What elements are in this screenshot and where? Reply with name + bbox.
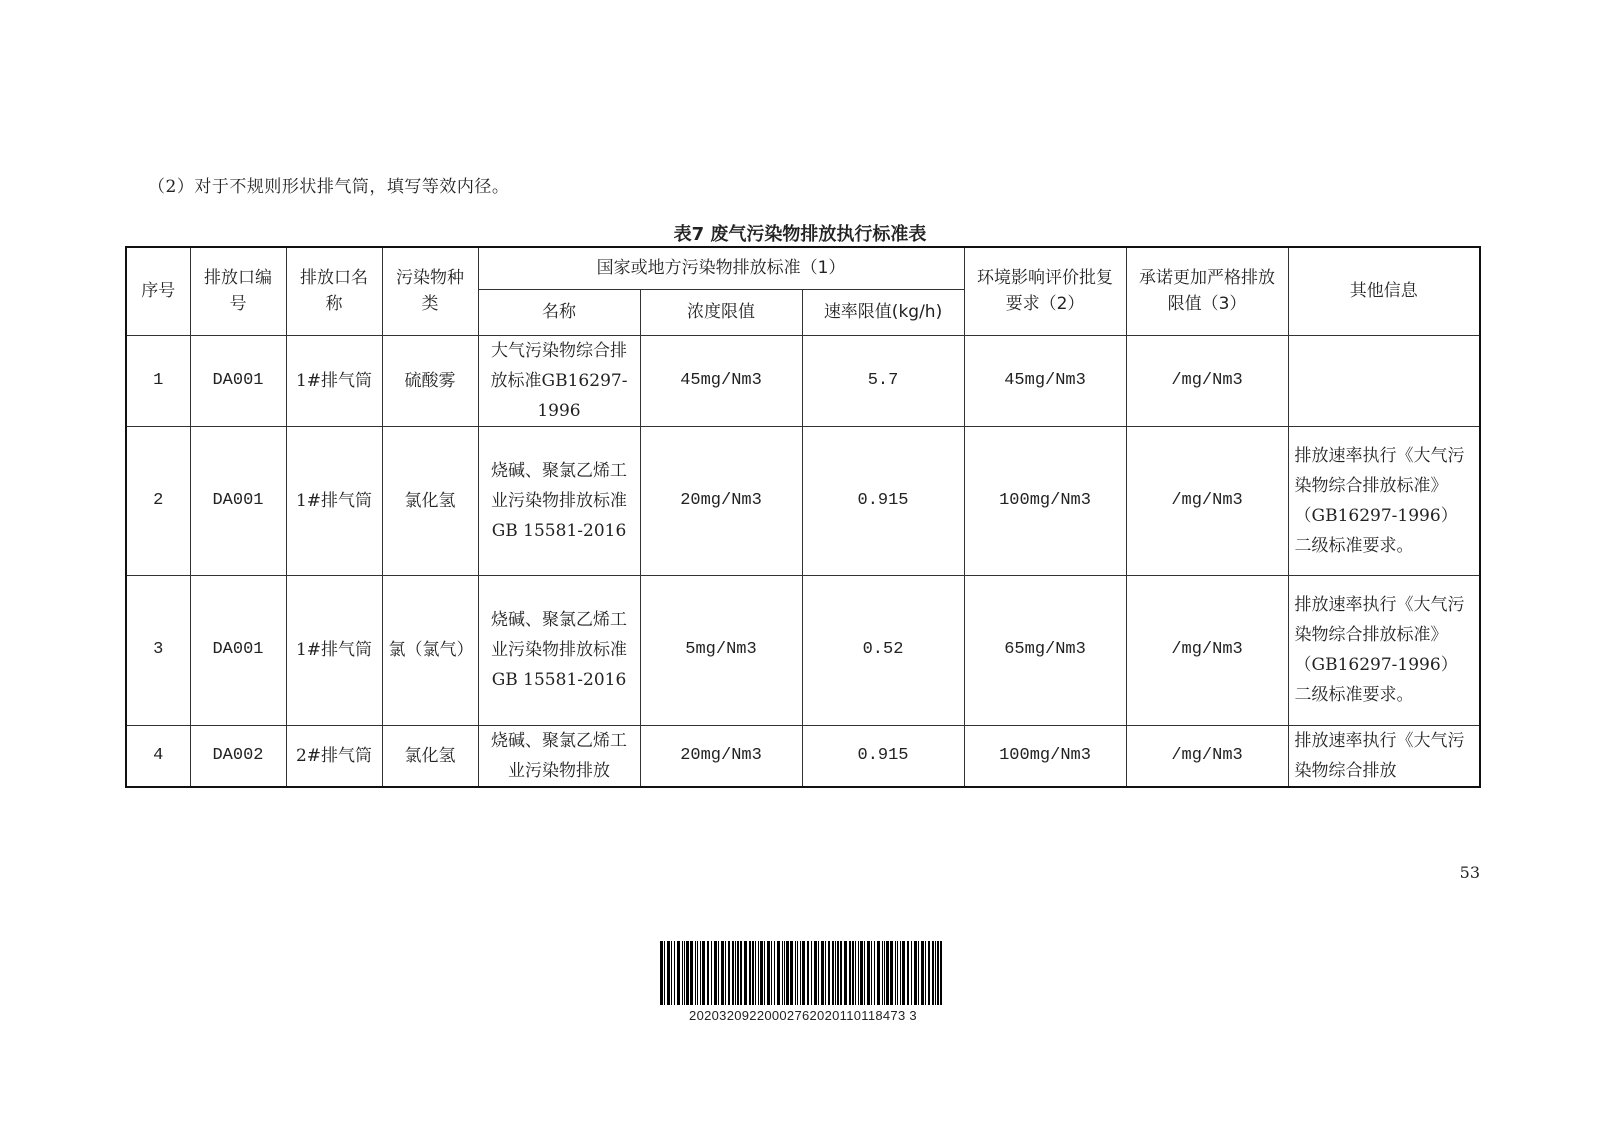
cell-seq: 1 [126,335,190,426]
barcode-bar [782,941,783,1005]
cell-eia: 65mg/Nm3 [964,575,1126,725]
cell-seq: 2 [126,426,190,575]
barcode-bar [840,941,842,1005]
barcode-bar [811,941,812,1005]
barcode-bar [874,941,875,1005]
cell-pollutant: 硫酸雾 [382,335,478,426]
page-number: 53 [1459,863,1480,882]
barcode-bar [844,941,847,1005]
barcode-bar [871,941,872,1005]
table-row [126,335,1480,426]
barcode-bar [921,941,924,1005]
barcode-bar [707,941,709,1005]
barcode-bar [682,941,683,1005]
barcode-bar [835,941,836,1005]
barcode-bar [677,941,680,1005]
cell-concentration: 45mg/Nm3 [640,335,802,426]
barcode-bar [932,941,934,1005]
barcode-bar [740,941,742,1005]
barcode-bar [721,941,724,1005]
cell-outlet-name: 2#排气筒 [286,725,382,787]
barcode-image [658,941,948,1005]
barcode-bar [802,941,805,1005]
barcode-bar [686,941,689,1005]
barcode-bar [784,941,785,1005]
cell-commitment: /mg/Nm3 [1126,426,1288,575]
barcode-bar [935,941,936,1005]
cell-pollutant: 氯（氯气） [382,575,478,725]
cell-eia: 45mg/Nm3 [964,335,1126,426]
barcode-bar [767,941,770,1005]
barcode-bar [711,941,712,1005]
barcode-bar [867,941,870,1005]
barcode-bar [860,941,863,1005]
cell-commitment: /mg/Nm3 [1126,725,1288,787]
cell-other: 排放速率执行《大气污染物综合排放标准》（GB16297-1996）二级标准要求。 [1288,426,1480,575]
cell-outlet-name: 1#排气筒 [286,426,382,575]
barcode-bar [814,941,817,1005]
barcode-bar [697,941,698,1005]
cell-rate: 0.915 [802,725,964,787]
cell-outlet-code: DA001 [190,426,286,575]
table-title: 表7 废气污染物排放执行标准表 [673,224,927,245]
header-national-standard: 国家或地方污染物排放标准（1） [478,247,964,289]
barcode-bar [797,941,798,1005]
barcode-bar [900,941,901,1005]
barcode-bar [758,941,759,1005]
barcode-bar [702,941,705,1005]
table-row [126,426,1480,575]
barcode-bar [725,941,726,1005]
barcode-bar [674,941,675,1005]
cell-outlet-name: 1#排气筒 [286,335,382,426]
barcode-bar [800,941,801,1005]
barcode-bar [837,941,839,1005]
cell-std-name: 大气污染物综合排放标准GB16297-1996 [478,335,640,426]
barcode-bar [864,941,865,1005]
cell-commitment: /mg/Nm3 [1126,335,1288,426]
barcode-bar [937,941,939,1005]
emission-standard-table [125,246,1481,788]
cell-outlet-name: 1#排气筒 [286,575,382,725]
barcode-bar [732,941,734,1005]
header-seq: 序号 [126,247,190,335]
header-rate: 速率限值(kg/h) [802,289,964,335]
barcode-bar [832,941,834,1005]
barcode-bar [718,941,719,1005]
barcode-bar [671,941,672,1005]
barcode-bar [667,941,670,1005]
barcode-bar [825,941,826,1005]
barcode-bar [735,941,736,1005]
barcode-bar [914,941,917,1005]
cell-outlet-code: DA001 [190,335,286,426]
cell-other: 排放速率执行《大气污染物综合排放标准》（GB16297-1996）二级标准要求。 [1288,575,1480,725]
header-eia: 环境影响评价批复要求（2） [964,247,1126,335]
barcode-bar [777,941,780,1005]
barcode-bar [764,941,765,1005]
header-row [126,247,1480,289]
barcode-bar [884,941,885,1005]
barcode-bar [755,941,756,1005]
cell-std-name: 烧碱、聚氯乙烯工业污染物排放标准GB 15581-2016 [478,426,640,575]
cell-other [1288,335,1480,426]
barcode-bar [849,941,851,1005]
barcode-bar [771,941,772,1005]
barcode-bar [897,941,898,1005]
cell-std-name [478,725,640,787]
barcode-bar [752,941,754,1005]
barcode-bar [895,941,896,1005]
barcode-bar [790,941,793,1005]
cell-eia: 100mg/Nm3 [964,426,1126,575]
barcode-bar [911,941,912,1005]
barcode-bar [928,941,930,1005]
cell-pollutant: 氯化氢 [382,725,478,787]
cell-std-name: 烧碱、聚氯乙烯工业污染物排放标准GB 15581-2016 [478,575,640,725]
header-pollutant: 污染物种类 [382,247,478,335]
barcode-bar [660,941,663,1005]
header-commitment: 承诺更加严格排放限值（3） [1126,247,1288,335]
barcode-bar [821,941,824,1005]
table-row [126,575,1480,725]
barcode-bar [940,941,942,1005]
barcode-bar [695,941,696,1005]
cell-rate: 0.52 [802,575,964,725]
header-concentration: 浓度限值 [640,289,802,335]
barcode-bar [760,941,763,1005]
cell-concentration: 20mg/Nm3 [640,426,802,575]
barcode-bar [877,941,880,1005]
cell-rate: 5.7 [802,335,964,426]
cell-seq: 3 [126,575,190,725]
barcode-bar [774,941,775,1005]
cell-rate: 0.915 [802,426,964,575]
cell-pollutant: 氯化氢 [382,426,478,575]
barcode-bar [818,941,819,1005]
barcode-bar [700,941,701,1005]
cell-seq: 4 [126,725,190,787]
header-outlet-code: 排放口编号 [190,247,286,335]
header-outlet-name: 排放口名称 [286,247,382,335]
cell-commitment: /mg/Nm3 [1126,575,1288,725]
barcode-bar [886,941,889,1005]
barcode-bar [714,941,717,1005]
barcode-number: 20203209220002762020110118473 3 [689,1008,917,1023]
barcode-bar [749,941,751,1005]
header-other: 其他信息 [1288,247,1480,335]
cell-std-name-text: 烧碱、聚氯乙烯工业污染物排放 [491,730,627,781]
cell-outlet-code: DA002 [190,725,286,787]
cell-other [1288,725,1480,787]
barcode-bar [664,941,665,1005]
cell-concentration: 20mg/Nm3 [640,725,802,787]
barcode-bar [828,941,830,1005]
cell-concentration: 5mg/Nm3 [640,575,802,725]
barcode-bar [858,941,859,1005]
barcode-bar [925,941,926,1005]
barcode-bar [737,941,739,1005]
barcode-bar [690,941,693,1005]
table-row [126,725,1480,787]
barcode-bar [918,941,919,1005]
barcode-bar [890,941,893,1005]
cell-eia: 100mg/Nm3 [964,725,1126,787]
barcode-bar [907,941,909,1005]
barcode-bar [807,941,809,1005]
barcode-bar [786,941,789,1005]
header-std-name: 名称 [478,289,640,335]
cell-outlet-code: DA001 [190,575,286,725]
barcode-bar [795,941,796,1005]
barcode-bar [744,941,747,1005]
barcode-bar [728,941,730,1005]
barcode-bar [902,941,905,1005]
cell-other-text: 排放速率执行《大气污染物综合排放 [1294,730,1465,781]
barcode-bar [684,941,685,1005]
barcode-bar [852,941,854,1005]
barcode-bar [882,941,883,1005]
footnote-text: （2）对于不规则形状排气筒，填写等效内径。 [148,177,510,197]
barcode-bar [855,941,856,1005]
